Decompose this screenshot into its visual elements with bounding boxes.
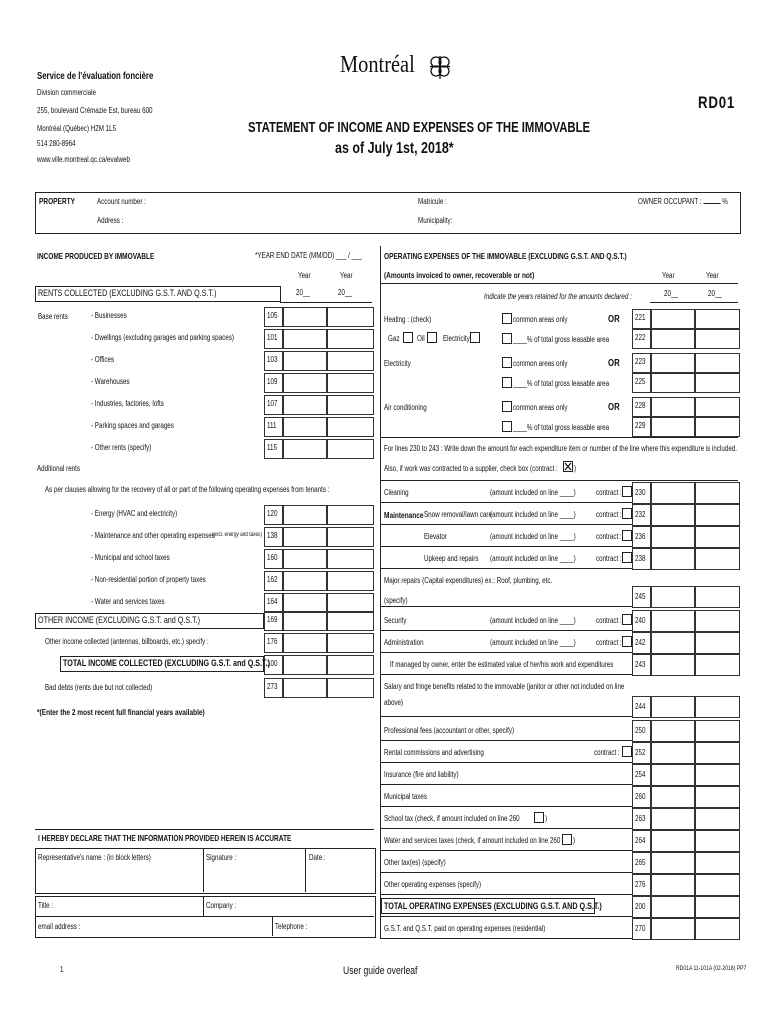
total-expenses-label: TOTAL OPERATING EXPENSES (EXCLUDING G.S.T. AND Q.S.T.): [384, 901, 602, 911]
row-label-continued: above): [384, 698, 404, 707]
row-label: Other tax(es) (specify): [384, 858, 446, 867]
amount-field[interactable]: [694, 548, 740, 570]
address-line: Division commerciale: [37, 88, 96, 97]
line-code: 254: [635, 770, 646, 779]
included-checkbox[interactable]: [534, 812, 544, 823]
amount-included-label: (amount included on line ____): [490, 616, 576, 625]
amount-field[interactable]: [326, 549, 374, 569]
row-label: Major repairs (Capital expenditures) ex.: Roof, plumbing, etc.: [384, 576, 553, 585]
amount-field[interactable]: [650, 526, 696, 548]
amount-field[interactable]: [326, 655, 374, 675]
line-code: 115: [267, 443, 277, 452]
row-label-end: ): [573, 836, 576, 845]
row-label: - Parking spaces and garages: [91, 421, 174, 430]
amount-field[interactable]: [282, 678, 328, 698]
user-guide-note: User guide overleaf: [343, 965, 418, 977]
row-divider: [380, 894, 632, 895]
row-label: - Warehouses: [91, 377, 130, 386]
amount-field[interactable]: [282, 417, 328, 437]
row-label: Water and services taxes (check, if amount included on line 260: [384, 836, 561, 845]
amount-field[interactable]: [650, 896, 696, 918]
contract-label: contract :: [594, 748, 620, 757]
title-label: Title :: [38, 901, 54, 910]
amount-field[interactable]: [694, 830, 740, 852]
amount-field[interactable]: [282, 439, 328, 459]
row-divider: [380, 652, 632, 653]
amount-field[interactable]: [694, 654, 740, 676]
amount-field[interactable]: [694, 918, 740, 940]
base-rents-label: Base rents: [38, 312, 68, 321]
amount-field[interactable]: [650, 696, 696, 718]
line-code: 100: [267, 659, 278, 668]
document-subtitle: as of July 1st, 2018*: [335, 140, 454, 157]
expenses-heading: OPERATING EXPENSES OF THE IMMOVABLE (EXCLUDING G.S.T. AND Q.S.T.): [384, 251, 627, 261]
year-header: Year: [706, 271, 719, 280]
percent-area-checkbox[interactable]: [502, 421, 512, 432]
row-label: - Non-residential portion of property taxes: [91, 575, 206, 584]
additional-rents-note: As per clauses allowing for the recovery of all or part of the following operating expenses from tenants :: [45, 485, 330, 494]
amount-field[interactable]: [694, 504, 740, 526]
amount-field[interactable]: [650, 654, 696, 676]
amount-field[interactable]: [650, 397, 696, 417]
amount-field[interactable]: [326, 571, 374, 591]
contract-checkbox[interactable]: [622, 636, 632, 647]
row-divider: [380, 546, 632, 547]
date-label: Date :: [309, 853, 326, 862]
amount-field[interactable]: [650, 417, 696, 437]
page-number: 1: [60, 965, 64, 974]
address-field[interactable]: [132, 215, 402, 227]
amount-field[interactable]: [650, 632, 696, 654]
logo-text: Montréal: [340, 52, 415, 78]
amount-field[interactable]: [694, 720, 740, 742]
row-label: - Dwellings (excluding garages and parking spaces): [91, 333, 234, 342]
line-code: 164: [267, 597, 278, 606]
amount-field[interactable]: [650, 808, 696, 830]
row-label: - Maintenance and other operating expenses: [91, 531, 215, 540]
amount-included-label: (amount included on line ____): [490, 488, 576, 497]
website-link[interactable]: www.ville.montreal.qc.ca/evalweb: [37, 155, 130, 164]
common-areas-label: common areas only: [513, 315, 568, 324]
line-code: 243: [635, 660, 646, 669]
row-label-end: ): [545, 814, 548, 823]
row-label: Municipal taxes: [384, 792, 428, 801]
amount-field[interactable]: [326, 633, 374, 653]
row-divider: [380, 850, 632, 851]
years-note: Indicate the years retained for the amounts declared :: [484, 292, 632, 301]
year-value: 20__: [338, 288, 352, 297]
additional-rents-label: Additional rents: [37, 464, 81, 473]
amount-field[interactable]: [650, 742, 696, 764]
contract-label: contract :: [596, 554, 622, 563]
amount-field[interactable]: [694, 353, 740, 373]
income-heading: INCOME PRODUCED BY IMMOVABLE: [37, 251, 155, 261]
date-field[interactable]: [309, 866, 369, 888]
amount-field[interactable]: [694, 417, 740, 437]
doc-code: RD01: [698, 93, 736, 112]
signature-label: Signature :: [206, 853, 237, 862]
contract-note-2: [384, 464, 558, 473]
address-line: 255, boulevard Crémazie Est, bureau 600: [37, 106, 153, 115]
montreal-logo: [340, 52, 428, 79]
contract-checkbox[interactable]: [622, 530, 632, 541]
row-divider: [380, 674, 632, 675]
amount-field[interactable]: [326, 417, 374, 437]
amount-field[interactable]: [650, 720, 696, 742]
or-label: OR: [608, 314, 620, 325]
line-code: 221: [635, 313, 646, 322]
row-label: - Offices: [91, 355, 115, 364]
email-field[interactable]: [95, 919, 265, 933]
other-income-row: Other income collected (antennas, billboards, etc.) specify :: [45, 637, 209, 646]
row-label: - Other rents (specify): [91, 443, 152, 452]
contract-label: contract :: [596, 616, 622, 625]
contract-label: contract :: [596, 638, 622, 647]
year-value: 20__: [296, 288, 310, 297]
amount-field[interactable]: [326, 395, 374, 415]
gaz-label: Gaz: [388, 334, 400, 343]
contract-checkbox[interactable]: [622, 614, 632, 625]
row-divider: [380, 784, 632, 785]
amount-field[interactable]: [694, 397, 740, 417]
amount-field[interactable]: [694, 586, 740, 608]
amount-field[interactable]: [326, 439, 374, 459]
other-income-heading: OTHER INCOME (EXCLUDING G.S.T. and Q.S.T.): [38, 615, 201, 625]
line-code: 105: [267, 311, 278, 320]
amount-field[interactable]: [282, 593, 328, 613]
percent-area-label: ____% of total gross leasable area: [513, 335, 610, 344]
amount-field[interactable]: [650, 586, 696, 608]
line-code: 101: [267, 333, 278, 342]
specify-label: (specify): [384, 596, 408, 605]
year-value: 20__: [664, 289, 678, 298]
row-label: - Energy (HVAC and electricity): [91, 509, 178, 518]
line-code: 273: [267, 682, 278, 691]
expenses-subheading: (Amounts invoiced to owner, recoverable or not): [384, 270, 535, 280]
org-title: Service de l'évaluation foncière: [37, 71, 154, 82]
row-label: Upkeep and repairs: [424, 554, 479, 563]
electricity-label: Electricity: [384, 359, 411, 368]
line-code: 107: [267, 399, 278, 408]
row-label: - Industries, factories, lofts: [91, 399, 164, 408]
amount-included-label: (amount included on line ____): [490, 554, 576, 563]
amount-field[interactable]: [282, 505, 328, 525]
amount-included-label: (amount included on line ____): [490, 532, 576, 541]
line-code: 260: [635, 792, 646, 801]
amount-field[interactable]: [282, 571, 328, 591]
common-areas-label: common areas only: [513, 359, 568, 368]
line-code: 263: [635, 814, 646, 823]
amount-field[interactable]: [650, 874, 696, 896]
line-code: 242: [635, 638, 646, 647]
row-divider: [380, 828, 632, 829]
line-code: 103: [267, 355, 278, 364]
amount-field[interactable]: [650, 548, 696, 570]
amount-field[interactable]: [650, 764, 696, 786]
row-label: Administration: [384, 638, 424, 647]
contract-checkbox[interactable]: [622, 486, 632, 497]
amount-field[interactable]: [650, 610, 696, 632]
account-number-field[interactable]: [155, 196, 405, 208]
form-code: RD01A 11-101A (02-2018) PP7: [676, 965, 747, 972]
amount-field[interactable]: [282, 633, 328, 653]
line-code: 270: [635, 924, 646, 933]
contract-label: contract :: [596, 510, 622, 519]
row-divider: [380, 630, 632, 631]
income-footnote: *(Enter the 2 most recent full financial years available): [37, 707, 205, 717]
amount-field[interactable]: [694, 526, 740, 548]
line-code: 111: [267, 421, 277, 430]
amount-field[interactable]: [694, 696, 740, 718]
row-label: Salary and fringe benefits related to the immovable (janitor or other not included on line: [384, 682, 625, 691]
line-code: 240: [635, 616, 646, 625]
percent-area-checkbox[interactable]: [502, 333, 512, 344]
amount-field[interactable]: [650, 918, 696, 940]
row-label: Insurance (fire and liability): [384, 770, 459, 779]
amount-field[interactable]: [326, 593, 374, 613]
electricity-heating-label: Electricity: [443, 334, 470, 343]
telephone-label: Telephone :: [275, 922, 308, 931]
account-number-label: Account number :: [97, 197, 146, 206]
row-divider: [380, 740, 632, 741]
amount-field[interactable]: [326, 329, 374, 349]
heating-label: Heating : (check): [384, 315, 432, 324]
contract-checkbox[interactable]: [622, 552, 632, 563]
address-label: Address :: [97, 216, 124, 225]
row-divider: [380, 524, 632, 525]
row-divider: [380, 916, 632, 917]
line-code: 250: [635, 726, 646, 735]
row-label: Snow removal/lawn care: [424, 510, 492, 519]
year-header: Year: [298, 271, 311, 280]
line-code: 244: [635, 702, 646, 711]
row-divider: [380, 568, 632, 569]
amount-field[interactable]: [326, 678, 374, 698]
row-label: Professional fees (accountant or other, specify): [384, 726, 515, 735]
common-areas-checkbox[interactable]: [502, 357, 512, 368]
or-label: OR: [608, 358, 620, 369]
line-code: 252: [635, 748, 646, 757]
percent-area-checkbox[interactable]: [502, 377, 512, 388]
year-header: Year: [662, 271, 675, 280]
amount-field[interactable]: [326, 373, 374, 393]
company-field[interactable]: [245, 899, 370, 913]
amount-field[interactable]: [694, 808, 740, 830]
row-label-note: (excl. energy and taxes): [212, 532, 262, 538]
property-label: PROPERTY: [39, 196, 75, 206]
municipality-label: Municipality:: [418, 216, 453, 225]
year-header: Year: [340, 271, 353, 280]
line-code: 200: [635, 902, 646, 911]
electricity-heating-checkbox[interactable]: [470, 332, 480, 343]
row-divider: [380, 502, 632, 503]
contract-note-text: Also, if work was contracted to a supplier, check box (contract :: [384, 464, 558, 473]
line-code: 169: [267, 615, 278, 624]
line-code: 229: [635, 421, 646, 430]
telephone-field[interactable]: [318, 919, 370, 933]
line-code: 276: [635, 880, 646, 889]
percent-sign: %: [722, 197, 728, 206]
amount-field[interactable]: [326, 505, 374, 525]
line-code: 236: [635, 532, 646, 541]
line-code: 176: [267, 637, 278, 646]
amount-field[interactable]: [650, 329, 696, 349]
owner-occupant-label: [638, 195, 728, 206]
included-checkbox[interactable]: [562, 834, 572, 845]
line-code: 265: [635, 858, 646, 867]
amount-field[interactable]: [282, 373, 328, 393]
row-divider: [380, 716, 632, 717]
contract-checkbox[interactable]: [622, 508, 632, 519]
air-conditioning-label: Air conditioning: [384, 403, 427, 412]
common-areas-label: common areas only: [513, 403, 568, 412]
line-code: 264: [635, 836, 646, 845]
address-line: Montréal (Québec) H2M 1L5: [37, 124, 117, 133]
line-code: 228: [635, 401, 646, 410]
contract-label: contract :: [596, 532, 622, 541]
owner-occupant-text: OWNER OCCUPANT :: [638, 197, 702, 206]
amount-included-label: (amount included on line ____): [490, 638, 576, 647]
row-label: If managed by owner, enter the estimated value of her/his work and expenditures: [390, 660, 614, 669]
percent-area-label: ____% of total gross leasable area: [513, 379, 610, 388]
amount-field[interactable]: [650, 373, 696, 393]
phone-line: 514 280-8964: [37, 139, 76, 148]
amount-field[interactable]: [694, 610, 740, 632]
document-title: STATEMENT OF INCOME AND EXPENSES OF THE IMMOVABLE: [248, 120, 591, 136]
oil-checkbox[interactable]: [427, 332, 437, 343]
rosette-icon: [428, 54, 452, 80]
owner-occupant-field[interactable]: [703, 195, 720, 204]
amount-field[interactable]: [650, 786, 696, 808]
oil-label: Oil: [417, 334, 425, 343]
row-label: - Businesses: [91, 311, 127, 320]
title-field[interactable]: [70, 899, 200, 913]
row-label: Rental commissions and advertising: [384, 748, 484, 757]
contract-label: contract :: [596, 488, 622, 497]
amount-field[interactable]: [650, 353, 696, 373]
amount-field[interactable]: [326, 611, 374, 631]
row-divider: [380, 938, 632, 939]
amount-field[interactable]: [694, 309, 740, 329]
row-label: School tax (check, if amount included on line 260: [384, 814, 520, 823]
total-income-label: TOTAL INCOME COLLECTED (EXCLUDING G.S.T. and Q.S.T.): [63, 658, 271, 668]
email-label: email address :: [38, 922, 81, 931]
row-label: - Water and services taxes: [91, 597, 165, 606]
amount-field[interactable]: [326, 527, 374, 547]
line-code: 222: [635, 333, 646, 342]
gaz-checkbox[interactable]: [403, 332, 413, 343]
row-label: G.S.T. and Q.S.T. paid on operating expenses (residential): [384, 924, 546, 933]
line-code: 245: [635, 592, 646, 601]
row-divider: [380, 872, 632, 873]
line-code: 232: [635, 510, 646, 519]
amount-field[interactable]: [282, 549, 328, 569]
row-label: Security: [384, 616, 407, 625]
percent-area-label: ____% of total gross leasable area: [513, 423, 610, 432]
year-value: 20__: [708, 289, 722, 298]
row-divider: [380, 762, 632, 763]
line-code: 225: [635, 377, 646, 386]
amount-field[interactable]: [694, 742, 740, 764]
amount-field[interactable]: [694, 896, 740, 918]
line-code: 223: [635, 357, 646, 366]
matricule-label: Matricule :: [418, 197, 447, 206]
amount-field[interactable]: [282, 395, 328, 415]
amount-field[interactable]: [694, 852, 740, 874]
contract-note-1: For lines 230 to 243 : Write down the amount for each expenditure item or number of the line where this expenditure is included.: [384, 444, 737, 453]
amount-field[interactable]: [694, 786, 740, 808]
company-label: Company :: [206, 901, 237, 910]
amount-field[interactable]: [326, 307, 374, 327]
amount-field[interactable]: [282, 655, 328, 675]
line-code: 238: [635, 554, 646, 563]
row-label: - Municipal and school taxes: [91, 553, 170, 562]
line-code: 138: [267, 531, 278, 540]
declaration-heading: I HEREBY DECLARE THAT THE INFORMATION PROVIDED HEREIN IS ACCURATE: [38, 833, 292, 843]
amount-field[interactable]: [694, 373, 740, 393]
line-code: 162: [267, 575, 278, 584]
line-code: 160: [267, 553, 278, 562]
amount-included-label: (amount included on line ____): [490, 510, 576, 519]
amount-field[interactable]: [326, 351, 374, 371]
year-end-date-label: *YEAR END DATE (MM/DD) ___ / ___: [255, 251, 363, 260]
amount-field[interactable]: [694, 874, 740, 896]
contract-checkbox[interactable]: [622, 746, 632, 757]
amount-field[interactable]: [282, 351, 328, 371]
maintenance-label: Maintenance: [384, 510, 424, 520]
amount-field[interactable]: [694, 632, 740, 654]
amount-field[interactable]: [282, 329, 328, 349]
signature-field[interactable]: [206, 866, 301, 888]
line-code: 109: [267, 377, 278, 386]
row-label: Cleaning: [384, 488, 409, 497]
row-divider: [380, 806, 632, 807]
amount-field[interactable]: [282, 611, 328, 631]
amount-field[interactable]: [694, 329, 740, 349]
rents-heading: RENTS COLLECTED (EXCLUDING G.S.T. AND Q.S.T.): [38, 288, 217, 298]
amount-field[interactable]: [282, 527, 328, 547]
or-label: OR: [608, 402, 620, 413]
row-divider: [380, 606, 632, 607]
contract-note-end: ): [574, 464, 577, 473]
amount-field[interactable]: [650, 852, 696, 874]
common-areas-checkbox[interactable]: [502, 313, 512, 324]
representative-name-label: Representative's name : (in block letters): [38, 853, 151, 862]
amount-field[interactable]: [694, 764, 740, 786]
row-label: Other operating expenses (specify): [384, 880, 482, 889]
row-label: Elevator: [424, 532, 447, 541]
representative-name-field[interactable]: [38, 866, 198, 888]
amount-field[interactable]: [650, 830, 696, 852]
amount-field[interactable]: [694, 482, 740, 504]
amount-field[interactable]: [282, 307, 328, 327]
line-code: 230: [635, 488, 646, 497]
amount-field[interactable]: [650, 309, 696, 329]
amount-field[interactable]: [650, 482, 696, 504]
amount-field[interactable]: [650, 504, 696, 526]
common-areas-checkbox[interactable]: [502, 401, 512, 412]
checkmark-icon: [564, 462, 572, 471]
contract-example-checkbox: [563, 461, 573, 472]
bad-debts-label: Bad debts (rents due but not collected): [45, 683, 153, 692]
line-code: 120: [267, 509, 278, 518]
